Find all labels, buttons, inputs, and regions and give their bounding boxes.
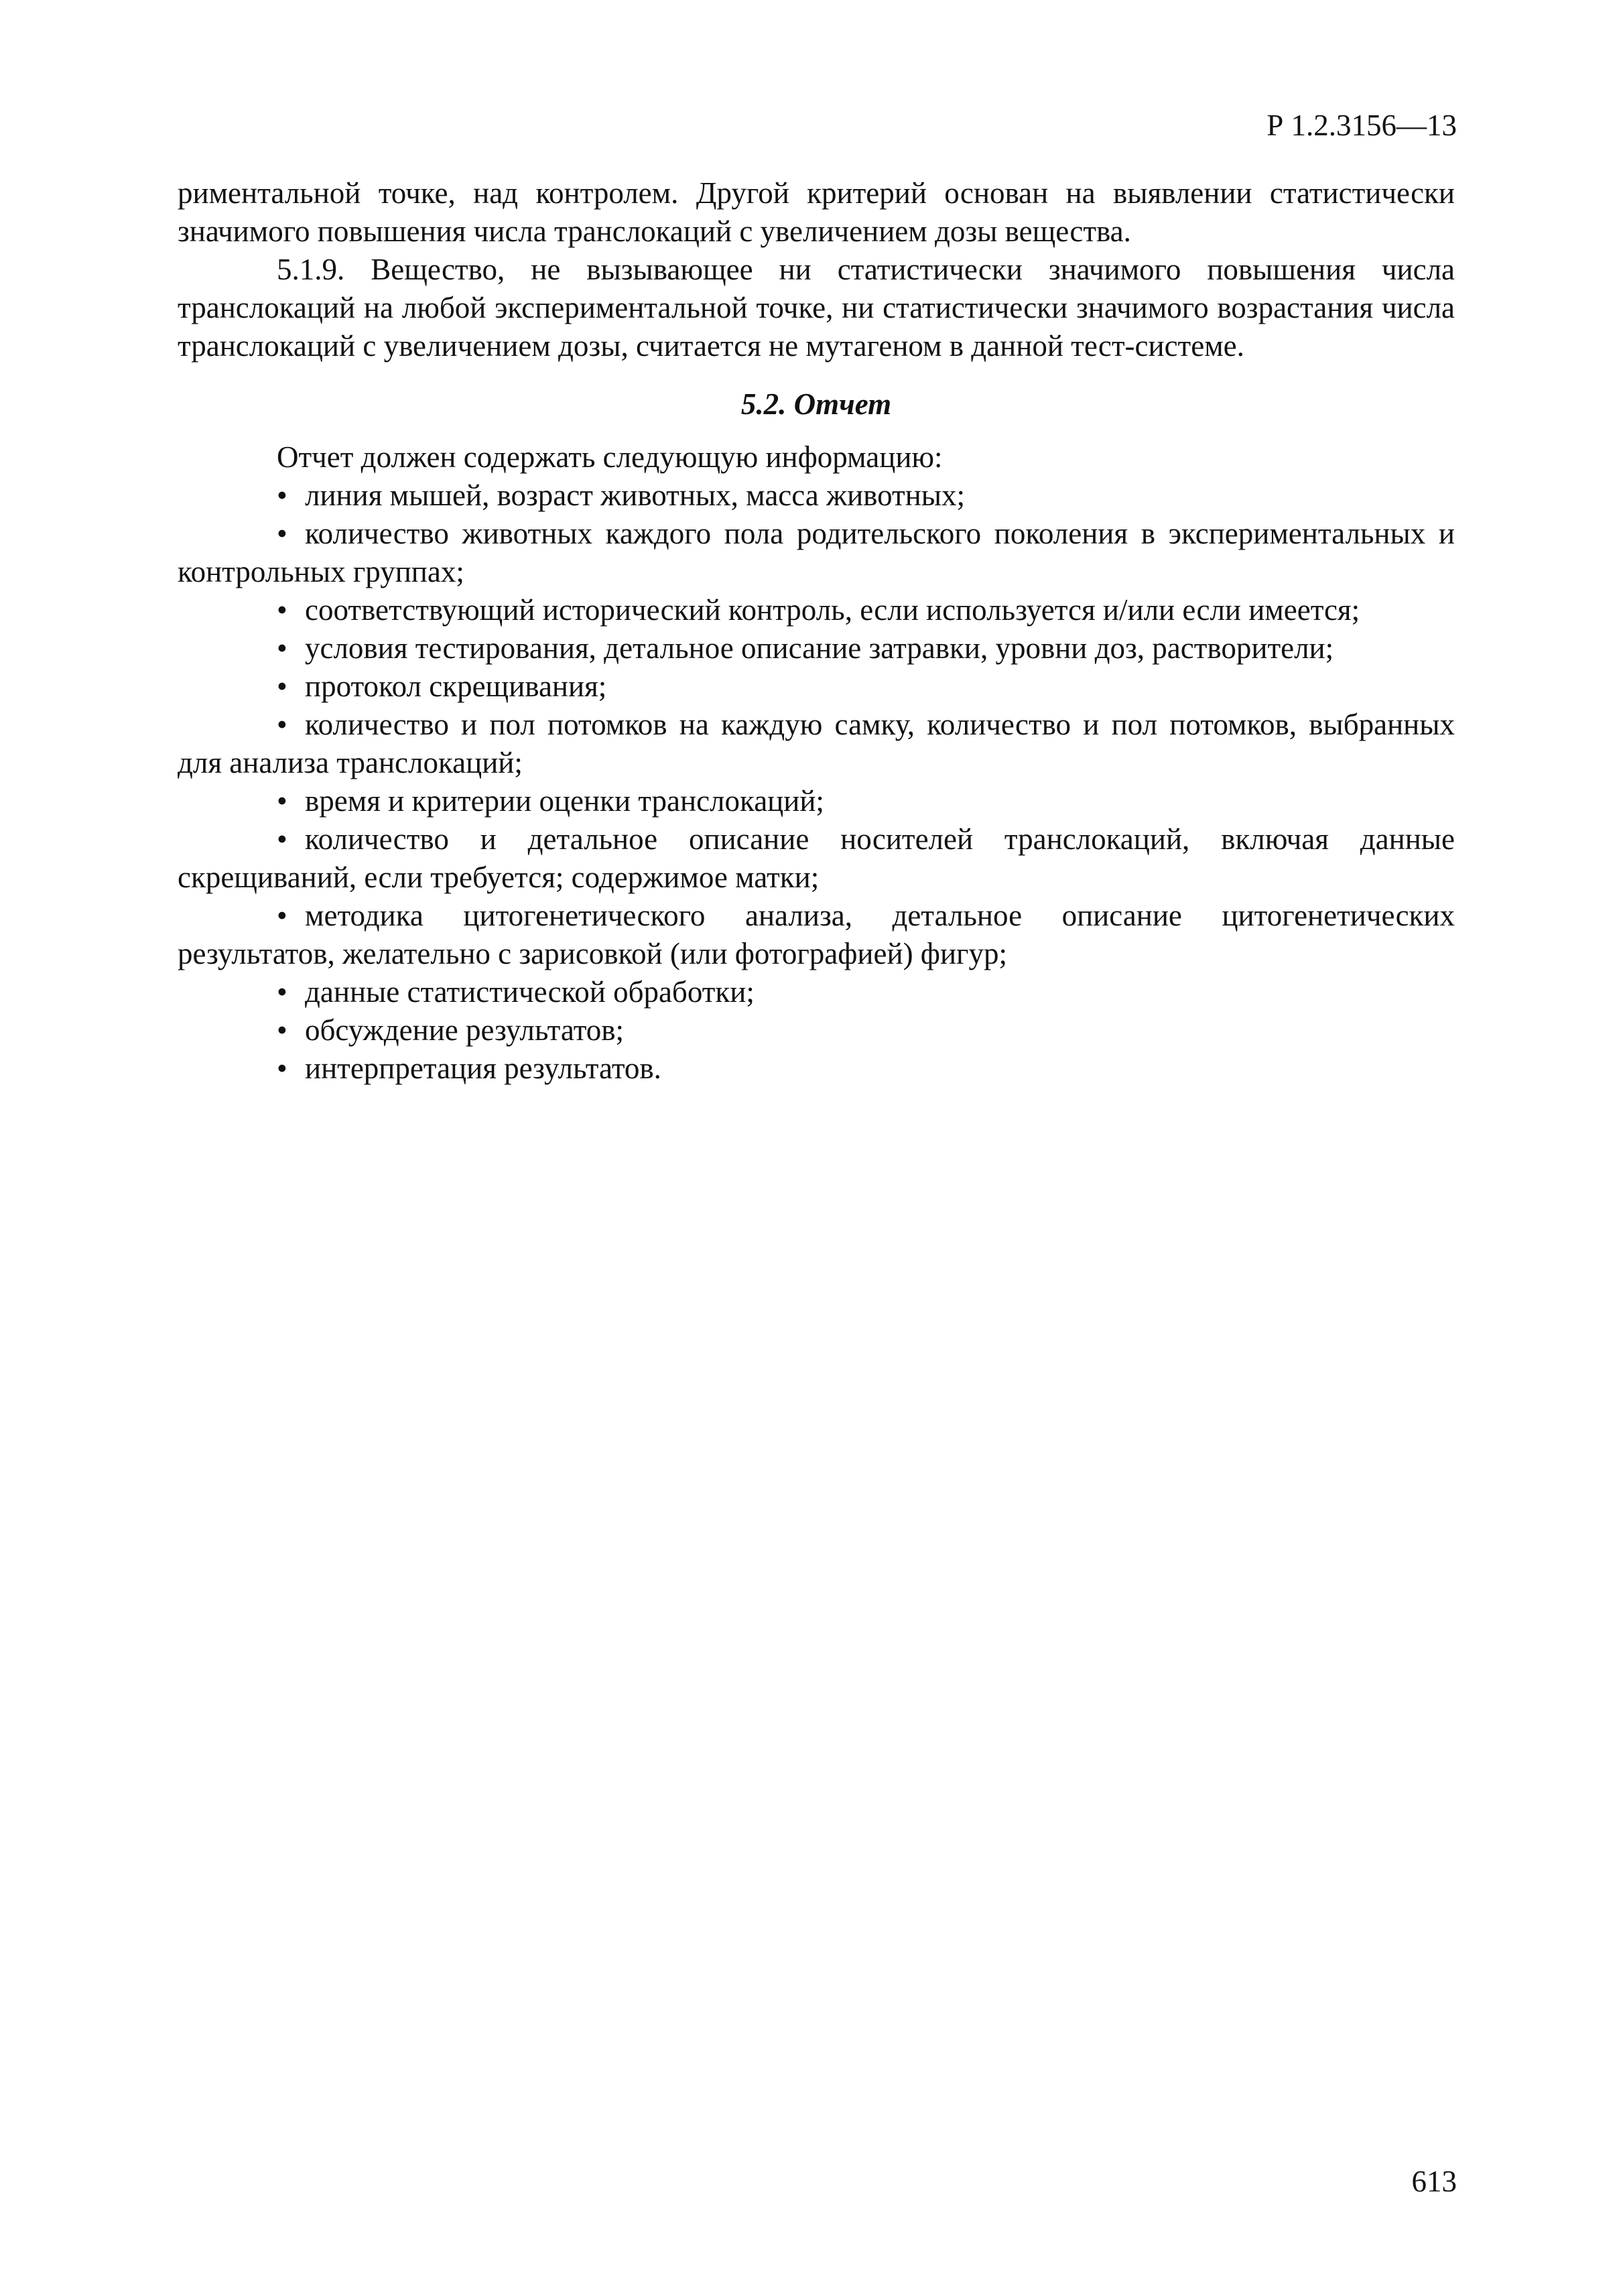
list-item-text: обсуждение результатов;: [305, 1013, 625, 1047]
bullet-icon: •: [277, 975, 287, 1009]
bullet-icon: •: [277, 784, 287, 818]
page-number: 613: [1411, 2165, 1457, 2198]
list-item-text: данные статистической обработки;: [305, 975, 755, 1009]
list-item-text: время и критерии оценки транслокаций;: [305, 784, 824, 818]
paragraph-5-1-9: 5.1.9. Вещество, не вызывающее ни статистически значимого повышения числа транслокаций на любой экспериментальной точке, ни статистически значимого возрастания числа транслокаций с увеличением дозы, считается не мутагеном в данной тест-системе.: [178, 253, 1455, 363]
list-item: [178, 973, 1455, 1011]
list-item-text: линия мышей, возраст животных, масса животных;: [305, 479, 966, 512]
list-item: [178, 1049, 1455, 1088]
list-item: [178, 476, 1455, 515]
bullet-icon: •: [277, 708, 287, 741]
list-intro: Отчет должен содержать следующую информацию:: [277, 440, 943, 474]
bullet-icon: •: [277, 517, 287, 550]
page-content: [178, 174, 1455, 1088]
list-item-text: количество и детальное описание носителей транслокаций, включая данные скрещиваний, если требуется; содержимое матки;: [178, 822, 1455, 894]
list-item: [178, 782, 1455, 820]
bullet-icon: •: [277, 631, 287, 665]
list-item-text: количество животных каждого пола родительского поколения в экспериментальных и контрольных группах;: [178, 517, 1455, 588]
bullet-icon: •: [277, 1051, 287, 1085]
list-item-text: протокол скрещивания;: [305, 669, 607, 703]
list-item: [178, 1011, 1455, 1049]
section-title: 5.2. Отчет: [740, 387, 892, 421]
list-item: [178, 897, 1455, 973]
list-item-text: методика цитогенетического анализа, детальное описание цитогенетических результатов, желательно с зарисовкой (или фотографией) фигур;: [178, 899, 1455, 970]
bullet-icon: •: [277, 1013, 287, 1047]
paragraph-continuation: риментальной точке, над контролем. Другой критерий основан на выявлении статистически значимого повышения числа транслокаций с увеличением дозы вещества.: [178, 176, 1455, 248]
bullet-icon: •: [277, 822, 287, 856]
bullet-icon: •: [277, 669, 287, 703]
list-item: [178, 629, 1455, 667]
bullet-icon: •: [277, 899, 287, 932]
report-requirements-list: [178, 476, 1455, 1088]
list-item-text: соответствующий исторический контроль, если используется и/или если имеется;: [305, 593, 1360, 627]
list-item-text: количество и пол потомков на каждую самку, количество и пол потомков, выбранных для анализа транслокаций;: [178, 708, 1455, 779]
list-item: [178, 706, 1455, 782]
list-item-text: условия тестирования, детальное описание затравки, уровни доз, растворители;: [305, 631, 1334, 665]
bullet-icon: •: [277, 593, 287, 627]
bullet-icon: •: [277, 479, 287, 512]
list-item: [178, 515, 1455, 591]
document-code: Р 1.2.3156—13: [1267, 109, 1457, 142]
list-item: [178, 591, 1455, 629]
list-item: [178, 667, 1455, 706]
list-item: [178, 820, 1455, 897]
list-item-text: интерпретация результатов.: [305, 1051, 661, 1085]
